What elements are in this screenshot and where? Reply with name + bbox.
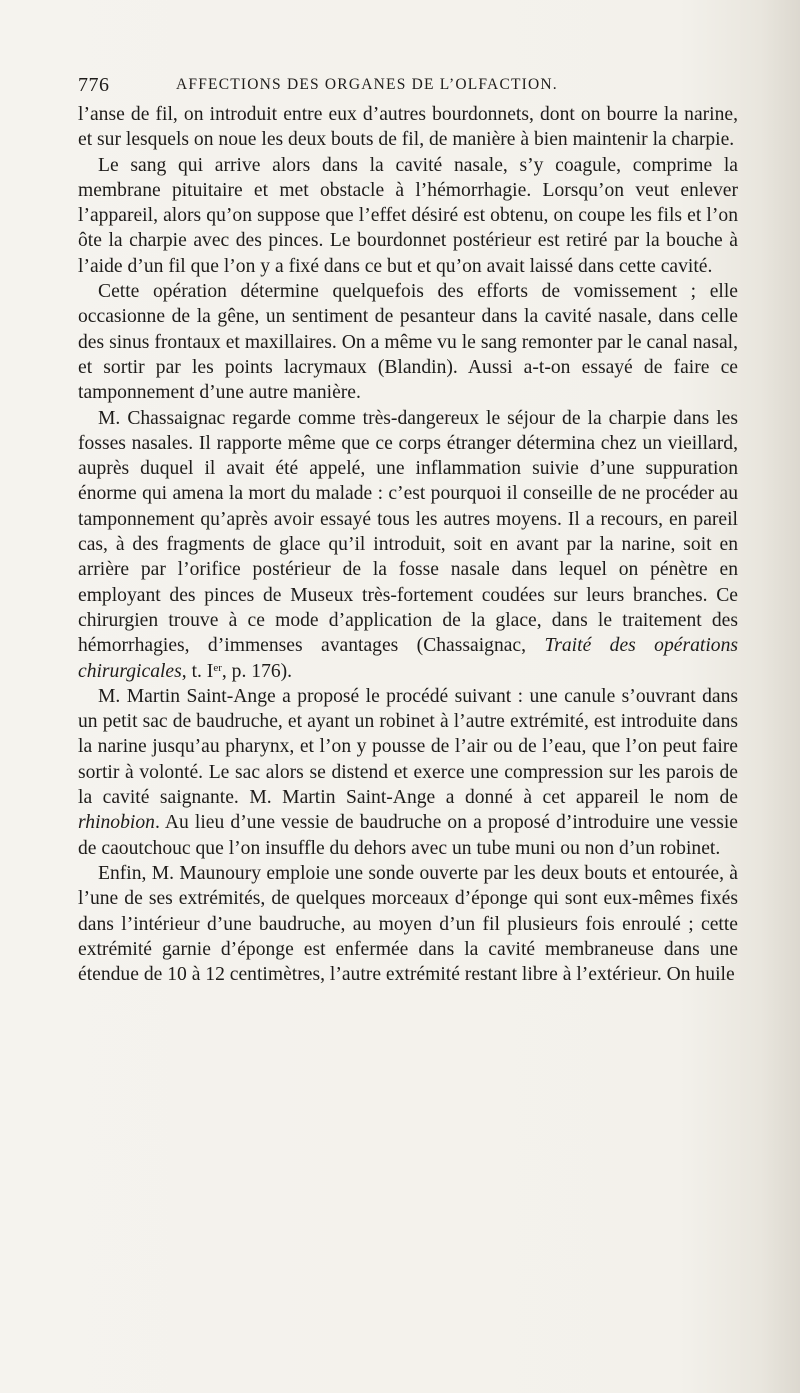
page-number: 776 [78,74,110,96]
citation-superscript: er [213,661,222,674]
paragraph-4 [78,406,738,684]
page-header [78,74,738,102]
paragraph-6: Enfin, M. Maunoury emploie une sonde ouverte par les deux bouts et entourée, à l’une de ses extrémités, de quelques morceaux d’éponge qui sont eux-mêmes fixés dans l’intérieur d’une baudruche, au moyen d’un fil plusieurs fois enroulé ; cette extrémité garnie d’éponge est enfermée dans la cavité membraneuse dans une étendue de 10 à 12 centimètres, l’autre extrémité restant libre à l’extérieur. On huile [78,862,738,986]
book-title-citation: Traité des opérations chirurgicales [78,635,738,682]
citation-volume: , t. I [181,660,214,682]
rhinobion-term: rhinobion [78,812,155,834]
paragraph-3: Cette opération détermine quelquefois des efforts de vomissement ; elle occasionne de la gêne, un sentiment de pesanteur dans la cavité nasale, dans celle des sinus frontaux et maxillaires. On a même vu le sang remonter par le canal nasal, et sortir par les points lacrymaux (Blandin). Aussi a-t-on essayé de faire ce tamponnement d’une autre manière. [78,281,738,404]
paragraph-4-text: M. Chassaignac regarde comme très-dangereux le séjour de la charpie dans les fosses nasales. Il rapporte même que ce corps étranger détermina chez un vieillard, auprès duquel il avait été appelé, une inflammation suivie d’une suppuration énorme qui amena la mort du malade : c’est pourquoi il conseille de ne procéder au tamponnement qu’après avoir essayé tous les autres moyens. Il a recours, en pareil cas, à des fragments de glace qu’il introduit, soit en avant par la narine, soit en arrière par l’orifice postérieur de la fosse nasale dans lequel on pénètre en employant des pinces de Museux très-fortement coudées sur leurs branches. Ce chirurgien trouve à ce mode d’application de la glace, dans le traitement des hémorrhagies, d’immenses avantages (Chassaignac, [78,407,738,657]
paragraph-2: Le sang qui arrive alors dans la cavité nasale, s’y coagule, comprime la membrane pituitaire et met obstacle à l’hémorrhagie. Lorsqu’on veut enlever l’appareil, alors qu’on suppose que l’effet désiré est obtenu, on coupe les fils et l’on ôte la charpie avec des pinces. Le bourdonnet postérieur est retiré par la bouche à l’aide d’un fil que l’on y a fixé dans ce but et qu’on avait laissé dans cette cavité. [78,154,738,277]
paragraph-5 [78,684,738,861]
paragraph-5-rest: . Au lieu d’une vessie de baudruche on a proposé d’introduire une vessie de caoutchouc que l’on insuffle du dehors avec un tube muni ou non d’un robinet. [78,812,738,859]
paragraph-5-text: M. Martin Saint-Ange a proposé le procédé suivant : une canule s’ouvrant dans un petit sac de baudruche, et ayant un robinet à l’autre extrémité, est introduite dans la narine jusqu’au pharynx, et l’on y pousse de l’air ou de l’eau, que l’on peut faire sortir à volonté. Le sac alors se distend et exerce une compression sur les parois de la cavité saignante. M. Martin Saint-Ange a donné à cet appareil le nom de [78,685,738,809]
paragraph-1: l’anse de fil, on introduit entre eux d’autres bourdonnets, dont on bourre la narine, et sur lesquels on noue les deux bouts de fil, de manière à bien maintenir la charpie. [78,104,738,151]
citation-page: , p. 176). [221,660,293,682]
running-title: AFFECTIONS DES ORGANES DE L’OLFACTION. [176,76,558,93]
body-text [78,102,738,987]
